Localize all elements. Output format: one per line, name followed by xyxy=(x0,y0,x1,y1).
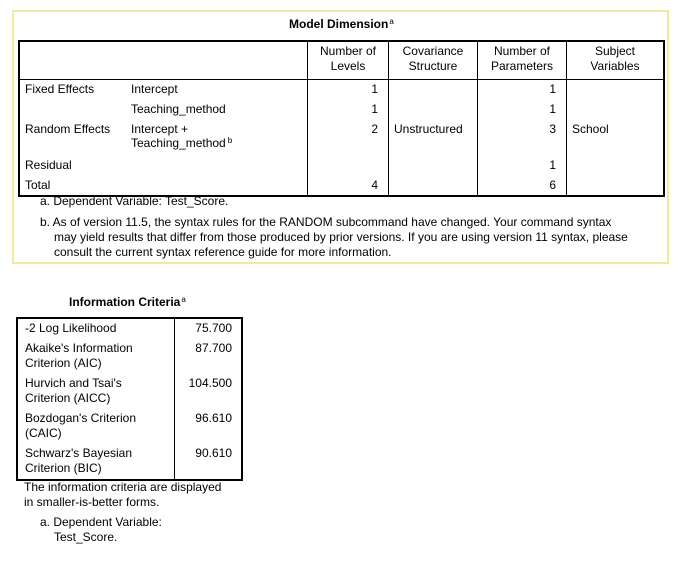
fixed-effects-label: Fixed Effects xyxy=(25,82,95,96)
residual-params: 1 xyxy=(478,155,567,175)
residual-label: Residual xyxy=(25,158,72,172)
total-params: 6 xyxy=(478,175,567,196)
table-row xyxy=(19,175,664,196)
header-subject-variables: Subject Variables xyxy=(567,41,665,80)
information-criteria-table xyxy=(16,317,243,481)
random-effects-covariance: Unstructured xyxy=(389,119,478,155)
table-row xyxy=(19,80,664,100)
criterion-label: -2 Log Likelihood xyxy=(25,321,117,335)
criterion-value: 87.700 xyxy=(175,339,243,374)
header-covariance-structure: Covariance Structure xyxy=(389,41,478,80)
criterion-label: Akaike's Information Criterion (AIC) xyxy=(25,341,133,370)
model-dimension-table xyxy=(18,40,665,197)
random-effects-terms: Intercept + Teaching_method $^b$ xyxy=(131,122,233,150)
teaching-method-params: 1 xyxy=(478,99,567,119)
table-row xyxy=(17,374,242,409)
intercept-params: 1 xyxy=(478,80,567,100)
criterion-value: 75.700 xyxy=(175,318,243,339)
random-effects-levels: 2 xyxy=(308,119,389,155)
criterion-label: Schwarz's Bayesian Criterion (BIC) xyxy=(25,446,133,475)
footnote-b: b. As of version 11.5, the syntax rules for the RANDOM subcommand have changed. Your command syntax may yield results that differ from those produced by prior versions. If you are using version 11 syntax, please consult the current syntax reference guide for more information. xyxy=(40,215,628,259)
random-effects-params: 3 xyxy=(478,119,567,155)
total-levels: 4 xyxy=(308,175,389,196)
table-row xyxy=(19,119,664,155)
teaching-method-label: Teaching_method xyxy=(131,102,226,116)
intercept-levels: 1 xyxy=(308,80,389,100)
information-criteria-title: Information Criteria$^a$ xyxy=(69,295,186,309)
header-number-of-levels: Number of Levels xyxy=(308,41,389,80)
criterion-label: Bozdogan's Criterion (CAIC) xyxy=(25,411,137,440)
header-number-of-parameters: Number of Parameters xyxy=(478,41,567,80)
information-criteria-note: The information criteria are displayed in smaller-is-better forms. xyxy=(24,480,222,509)
random-effects-label: Random Effects xyxy=(25,122,111,136)
intercept-label: Intercept xyxy=(131,82,178,96)
table-row xyxy=(19,155,664,175)
footnote-a: a. Dependent Variable: Test_Score. xyxy=(40,194,229,208)
criterion-value: 104.500 xyxy=(175,374,243,409)
table-row xyxy=(19,99,664,119)
information-criteria-footnote: a. Dependent Variable: Test_Score. xyxy=(40,515,162,544)
model-dimension-title: Model Dimension$^a$ xyxy=(289,17,394,31)
teaching-method-levels: 1 xyxy=(308,99,389,119)
model-dimension-panel xyxy=(12,10,669,264)
table-row xyxy=(17,409,242,444)
criterion-value: 96.610 xyxy=(175,409,243,444)
table-row xyxy=(17,318,242,339)
criterion-value: 90.610 xyxy=(175,444,243,480)
table-row xyxy=(17,444,242,480)
total-label: Total xyxy=(25,178,51,192)
random-effects-subject: School xyxy=(567,119,665,155)
criterion-label: Hurvich and Tsai's Criterion (AICC) xyxy=(25,376,122,405)
table-row xyxy=(17,339,242,374)
